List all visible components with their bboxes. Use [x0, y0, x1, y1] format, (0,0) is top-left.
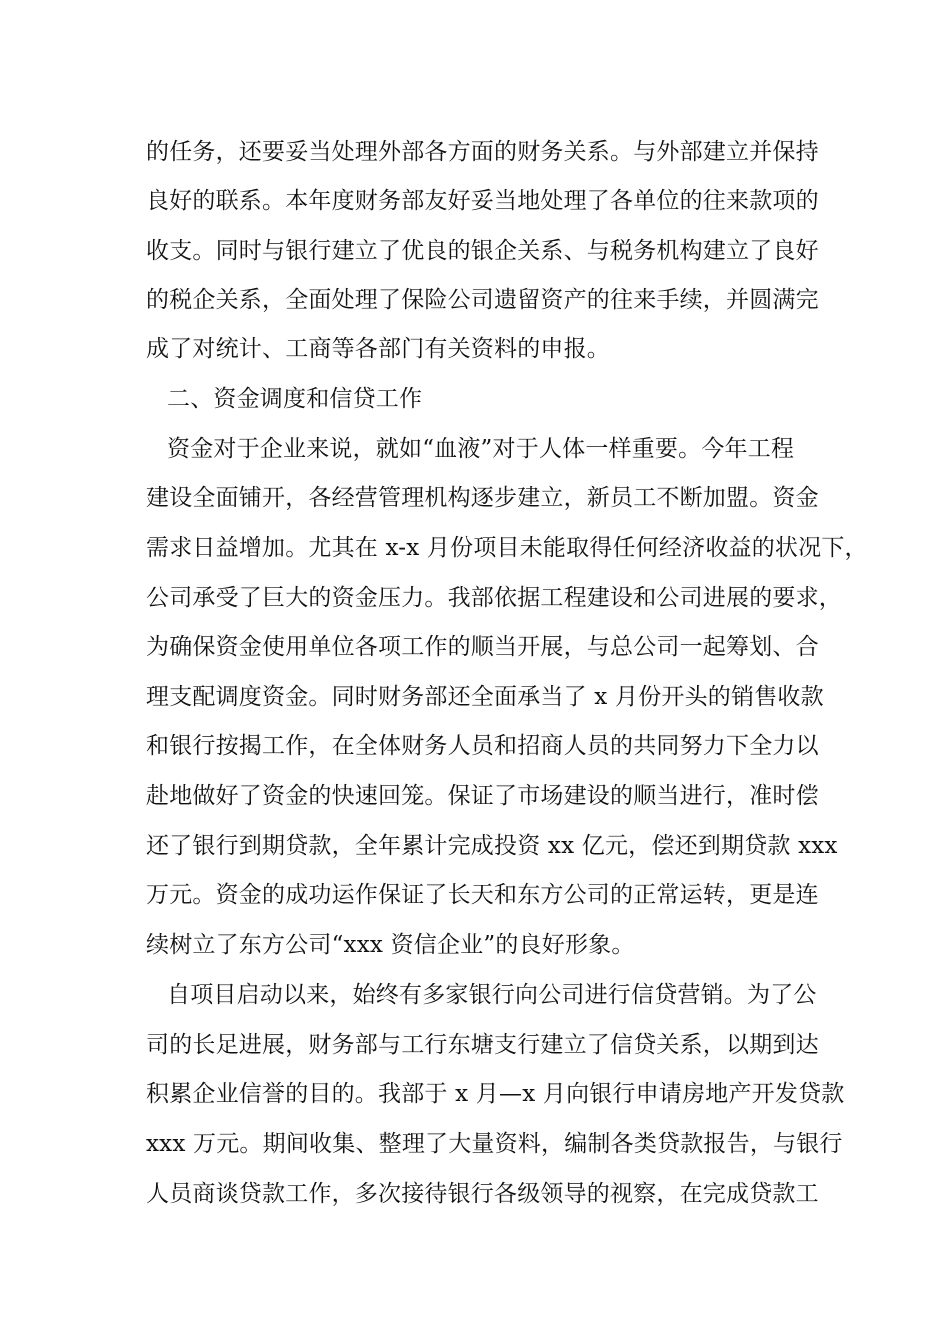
- paragraph-1-line-5: 成了对统计、工商等各部门有关资料的申报。: [146, 336, 610, 362]
- paragraph-2-line-3: 需求日益增加。尤其在 x-x 月份项目未能取得任何经济收益的状况下，: [146, 535, 868, 561]
- paragraph-3-line-3: 积累企业信誉的目的。我部于 x 月—x 月向银行申请房地产开发贷款: [146, 1081, 845, 1107]
- paragraph-2-line-8: 赴地做好了资金的快速回笼。保证了市场建设的顺当进行，准时偿: [146, 783, 819, 809]
- paragraph-3-line-1: 自项目启动以来，始终有多家银行向公司进行信贷营销。为了公: [167, 982, 817, 1008]
- paragraph-1-line-1: 的任务，还要妥当处理外部各方面的财务关系。与外部建立并保持: [146, 139, 819, 165]
- paragraph-2-line-10: 万元。资金的成功运作保证了长天和东方公司的正常运转，更是连: [146, 882, 819, 908]
- paragraph-2-line-7: 和银行按揭工作，在全体财务人员和招商人员的共同努力下全力以: [146, 733, 819, 759]
- paragraph-2-line-5: 为确保资金使用单位各项工作的顺当开展，与总公司一起筹划、合: [146, 634, 819, 660]
- paragraph-2-line-9: 还了银行到期贷款，全年累计完成投资 xx 亿元，偿还到期贷款 xxx: [146, 833, 838, 859]
- paragraph-3-line-2: 司的长足进展，财务部与工行东塘支行建立了信贷关系，以期到达: [146, 1032, 819, 1058]
- paragraph-1-line-3: 收支。同时与银行建立了优良的银企关系、与税务机构建立了良好: [146, 238, 819, 264]
- paragraph-2-line-4: 公司承受了巨大的资金压力。我部依据工程建设和公司进展的要求，: [146, 585, 842, 611]
- paragraph-2-line-2: 建设全面铺开，各经营管理机构逐步建立，新员工不断加盟。资金: [146, 485, 819, 511]
- paragraph-3-line-5: 人员商谈贷款工作，多次接待银行各级领导的视察，在完成贷款工: [146, 1181, 819, 1207]
- paragraph-3-line-4: xxx 万元。期间收集、整理了大量资料，编制各类贷款报告，与银行: [146, 1131, 843, 1157]
- paragraph-2-line-1: 资金对于企业来说，就如“血液”对于人体一样重要。今年工程: [167, 436, 795, 462]
- paragraph-2-line-11: 续树立了东方公司“xxx 资信企业”的良好形象。: [146, 932, 635, 958]
- section-heading: 二、资金调度和信贷工作: [167, 386, 423, 412]
- paragraph-2-line-6: 理支配调度资金。同时财务部还全面承当了 x 月份开头的销售收款: [146, 684, 824, 710]
- paragraph-1-line-2: 良好的联系。本年度财务部友好妥当地处理了各单位的往来款项的: [146, 188, 819, 214]
- paragraph-1-line-4: 的税企关系，全面处理了保险公司遗留资产的往来手续，并圆满完: [146, 287, 819, 313]
